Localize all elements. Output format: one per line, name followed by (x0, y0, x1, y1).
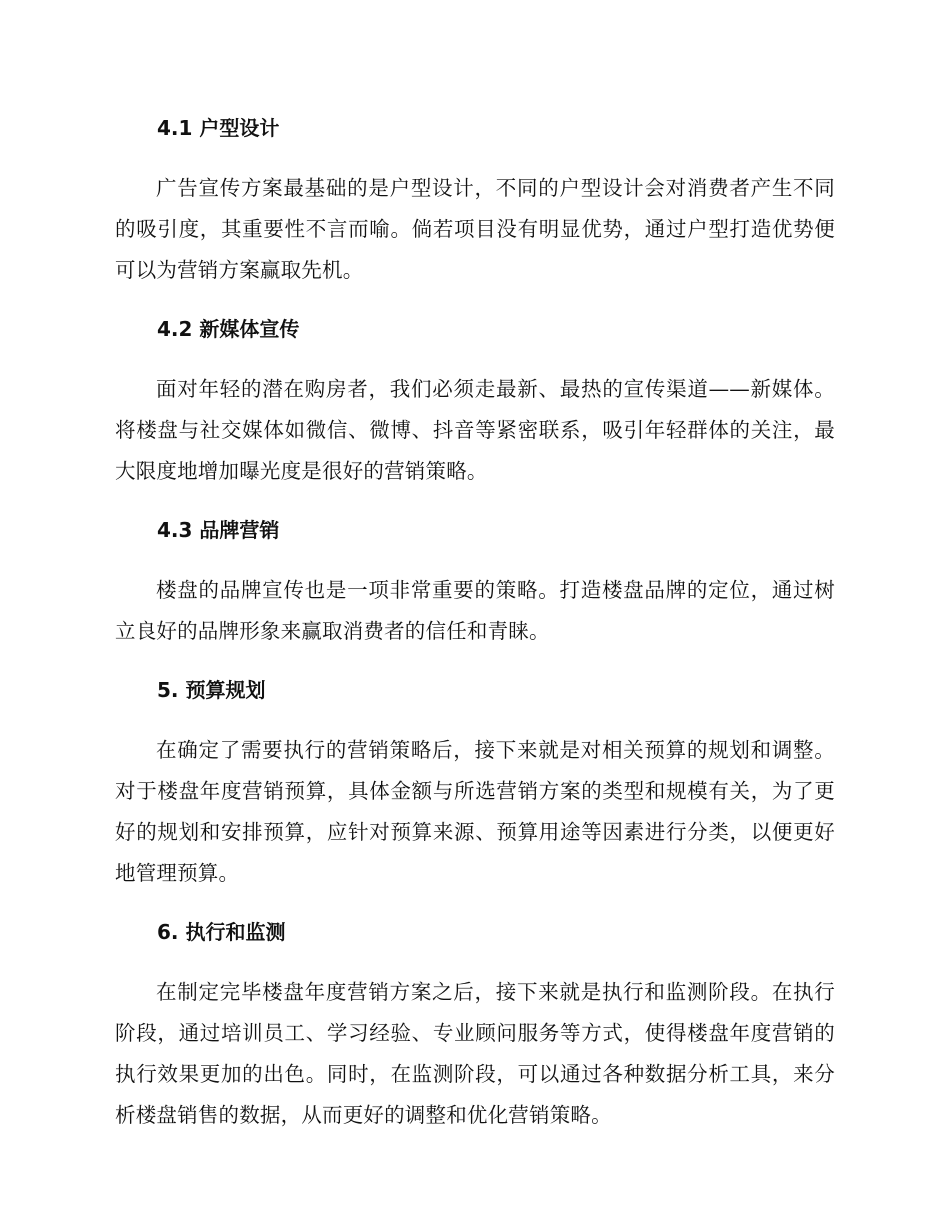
section-heading: 5. 预算规划 (157, 678, 266, 702)
section-heading: 4.3 品牌营销 (157, 518, 280, 542)
section-5 (115, 672, 835, 894)
section-paragraph: 广告宣传方案最基础的是户型设计，不同的户型设计会对消费者产生不同的吸引度，其重要性不言而喻。倘若项目没有明显优势，通过户型打造优势便可以为营销方案赢取先机。 (115, 176, 835, 282)
section-paragraph: 楼盘的品牌宣传也是一项非常重要的策略。打造楼盘品牌的定位，通过树立良好的品牌形象来赢取消费者的信任和青睐。 (115, 578, 835, 643)
section-heading: 6. 执行和监测 (157, 920, 286, 944)
section-heading: 4.1 户型设计 (157, 116, 280, 140)
section-paragraph: 在制定完毕楼盘年度营销方案之后，接下来就是执行和监测阶段。在执行阶段，通过培训员工、学习经验、专业顾问服务等方式，使得楼盘年度营销的执行效果更加的出色。同时，在监测阶段，可以通过各种数据分析工具，来分析楼盘销售的数据，从而更好的调整和优化营销策略。 (115, 980, 835, 1127)
section-heading: 4.2 新媒体宣传 (157, 317, 300, 341)
section-4-1 (115, 110, 835, 291)
section-6 (115, 914, 835, 1136)
section-paragraph: 面对年轻的潜在购房者，我们必须走最新、最热的宣传渠道——新媒体。将楼盘与社交媒体如微信、微博、抖音等紧密联系，吸引年轻群体的关注，最大限度地增加曝光度是很好的营销策略。 (115, 377, 835, 483)
section-paragraph: 在确定了需要执行的营销策略后，接下来就是对相关预算的规划和调整。对于楼盘年度营销预算，具体金额与所选营销方案的类型和规模有关，为了更好的规划和安排预算，应针对预算来源、预算用途等因素进行分类，以便更好地管理预算。 (115, 738, 835, 885)
section-4-3 (115, 512, 835, 652)
section-4-2 (115, 311, 835, 492)
